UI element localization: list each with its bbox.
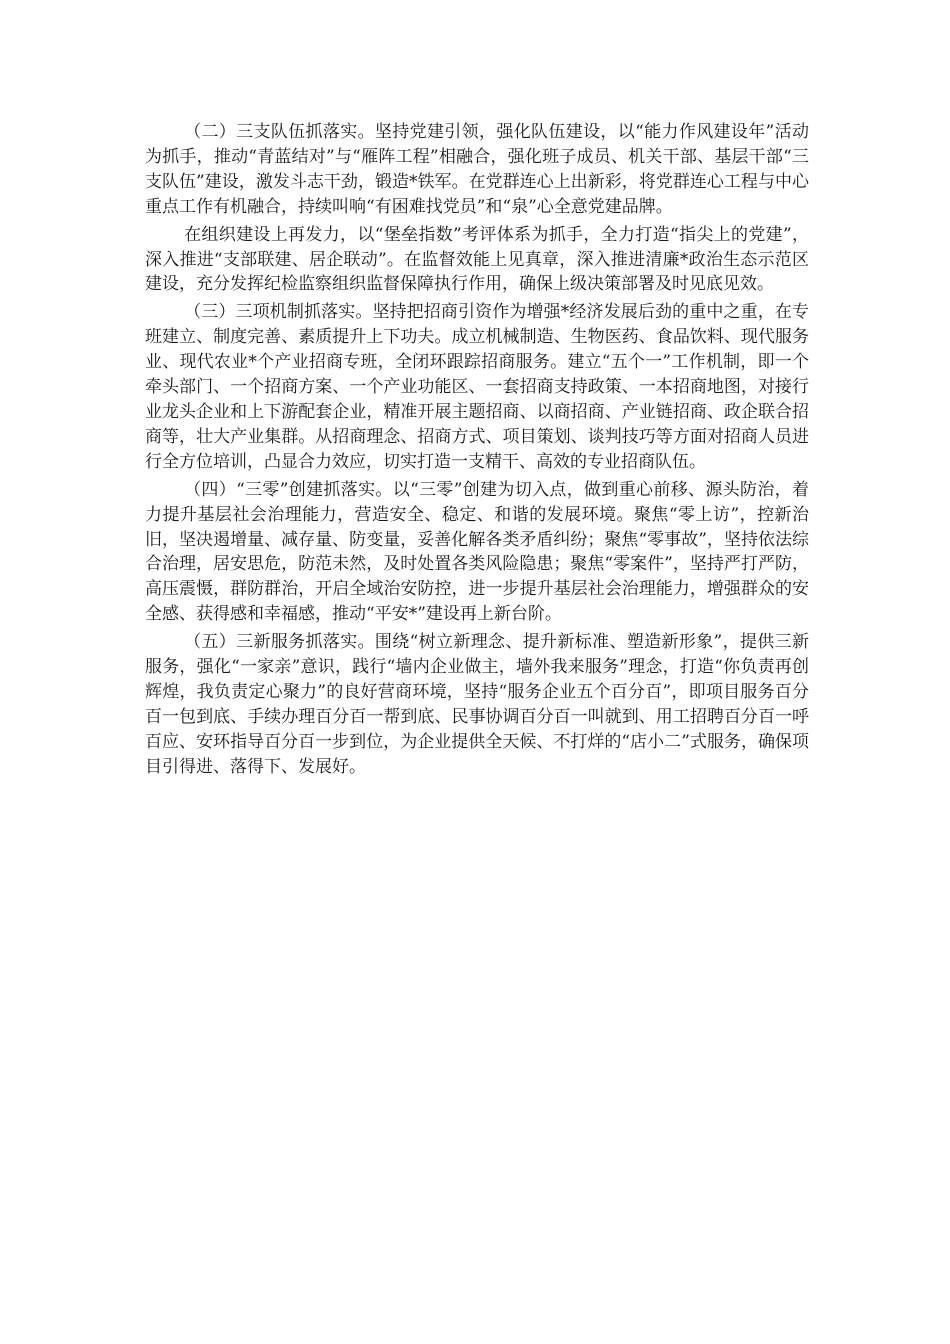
paragraph-organization-building: 在组织建设上再发力，以“堡垒指数”考评体系为抓手，全力打造“指尖上的党建”，深入推进“支部联建、居企联动”。在监督效能上见真章，深入推进清廉*政治生态示范区建设，充分发挥纪检监察组织监督保障执行作用，确保上级决策部署及时见底见效。 [145,224,809,295]
paragraph-three-new-services: （五）三新服务抓落实。围绕“树立新理念、提升新标准、塑造新形象”，提供三新服务，强化“一家亲”意识，践行“墙内企业做主，墙外我来服务”理念，打造“你负责再创辉煌，我负责定心聚力”的良好营商环境，坚持“服务企业五个百分百”，即项目服务百分百一包到底、手续办理百分百一帮到底、民事协调百分百一叫就到、用工招聘百分百一呼百应、安环指导百分百一步到位，为企业提供全天候、不打烊的“店小二”式服务，确保项目引得进、落得下、发展好。 [145,632,809,777]
paragraph-three-mechanisms: （三）三项机制抓落实。坚持把招商引资作为增强*经济发展后劲的重中之重，在专班建立、制度完善、素质提升上下功夫。成立机械制造、生物医药、食品饮料、现代服务业、现代农业*个产业招商专班，全闭环跟踪招商服务。建立“五个一”工作机制，即一个牵头部门、一个招商方案、一个产业功能区、一套招商支持政策、一本招商地图，对接行业龙头企业和上下游配套企业，精准开展主题招商、以商招商、产业链招商、政企联合招商等，壮大产业集群。从招商理念、招商方式、项目策划、谈判技巧等方面对招商人员进行全方位培训，凸显合力效应，切实打造一支精干、高效的专业招商队伍。 [145,302,809,472]
paragraph-three-teams: （二）三支队伍抓落实。坚持党建引领，强化队伍建设，以“能力作风建设年”活动为抓手，推动“青蓝结对”与“雁阵工程”相融合，强化班子成员、机关干部、基层干部“三支队伍”建设，激发斗志干劲，锻造*铁军。在党群连心上出新彩，将党群连心工程与中心重点工作有机融合，持续叫响“有困难找党员”和“泉”心全意党建品牌。 [145,122,809,217]
paragraph-three-zeros: （四）“三零”创建抓落实。以“三零”创建为切入点，做到重心前移、源头防治，着力提升基层社会治理能力，营造安全、稳定、和谐的发展环境。聚焦“零上访”，控新治旧，坚决遏增量、减存量、防变量，妥善化解各类矛盾纠纷；聚焦“零事故”，坚持依法综合治理，居安思危，防范未然，及时处置各类风险隐患；聚焦“零案件”，坚持严打严防，高压震慑，群防群治，开启全域治安防控，进一步提升基层社会治理能力，增强群众的安全感、获得感和幸福感，推动“平安*”建设再上新台阶。 [145,479,809,625]
document-body [145,120,809,783]
